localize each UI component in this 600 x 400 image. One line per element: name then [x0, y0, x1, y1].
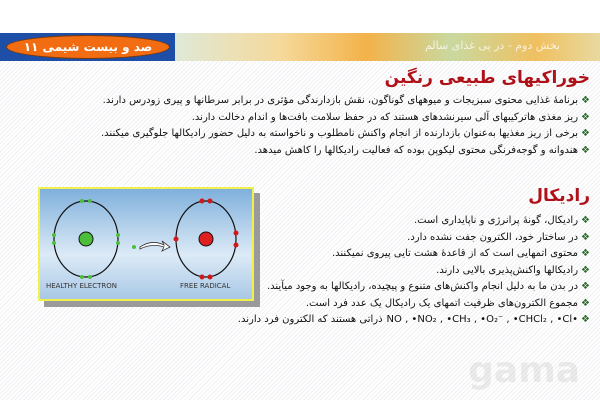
bullet-icon: ❖	[581, 215, 590, 226]
free-radical-label: FREE RADICAL	[180, 282, 231, 290]
list-item: ❖در ساختار خود، الکترون جفت نشده دارد.	[407, 231, 590, 243]
list-item: ❖برخی از ریز مغذیها به‌عنوان بازدارنده از انجام واکنش نامطلوب و ناخواسته به دلیل حضور رادیکالها جلوگیری میکنند.	[101, 128, 590, 139]
bullet-icon: ❖	[581, 281, 590, 292]
bullet-icon: ❖	[581, 264, 590, 276]
bullet-icon: ❖	[581, 144, 590, 156]
radical-diagram	[38, 187, 254, 301]
bullet-icon: ❖	[581, 111, 590, 123]
radical-nucleus	[199, 232, 213, 246]
bullet-icon: ❖	[581, 248, 590, 259]
watermark-logo: gama	[468, 350, 580, 391]
arrow-icon	[140, 241, 170, 251]
section-title-colorful-foods: خوراکیهای طبیعی رنگین	[384, 68, 590, 88]
list-item: ❖هندوانه و گوجه‌فرنگی محتوی لیکوپن بوده که فعالیت رادیکالها را کاهش میدهد.	[254, 144, 590, 156]
list-item: ❖NO , •NO₂ , •CH₃ , •O₂⁻ , •CHCl₂ , •Cl•ذراتی هستند که الکترون فرد دارند.	[238, 312, 590, 329]
course-badge: صد و بیست شیمی ۱۱	[6, 35, 170, 59]
header-banner	[175, 33, 600, 61]
list-item: ❖رادیکالها واکنش‌پذیری بالایی دارند.	[436, 264, 590, 276]
section-title-radical: رادیکال	[528, 186, 590, 206]
radical-list	[238, 213, 590, 329]
top-margin	[0, 0, 600, 33]
list-item: ❖محتوی اتمهایی است که از قاعدهٔ هشت تایی پیروی نمیکنند.	[331, 248, 590, 259]
list-item: ❖مجموع الکترون‌های ظرفیت اتمهای یک رادیکال یک عدد فرد است.	[305, 297, 590, 309]
banner-text: بخش دوم - در پی غذای سالم	[424, 39, 560, 52]
healthy-nucleus	[79, 232, 93, 246]
healthy-electron-label: HEALTHY ELECTRON	[46, 282, 117, 290]
bullet-icon: ❖	[581, 297, 590, 309]
colorful-foods-list	[101, 93, 590, 159]
bullet-icon: ❖	[581, 128, 590, 139]
radical-formulas: NO , •NO₂ , •CH₃ , •O₂⁻ , •CHCl₂ , •Cl•	[386, 314, 579, 325]
bullet-icon: ❖	[581, 231, 590, 243]
bullet-icon: ❖	[581, 95, 590, 106]
list-item: ❖ریز مغذی هاترکیبهای آلی سیرنشدهای هستند که در حفظ سلامت بافت‌ها و اندام دخالت دارند.	[191, 111, 590, 123]
list-item: ❖رادیکال، گونهٔ پرانرژی و ناپایداری است.	[414, 215, 590, 226]
list-item: ❖در بدن ما به دلیل انجام واکنش‌های متنوع و پیچیده، رادیکالها به وجود میآیند.	[266, 281, 590, 292]
list-item: ❖برنامهٔ غذایی محتوی سبزیجات و میوههای گوناگون، نقش بازدارندگی مؤثری در برابر سرطانها و پیری زودرس دارند.	[102, 95, 590, 106]
badge-box	[0, 33, 176, 61]
bullet-icon: ❖	[581, 314, 590, 325]
